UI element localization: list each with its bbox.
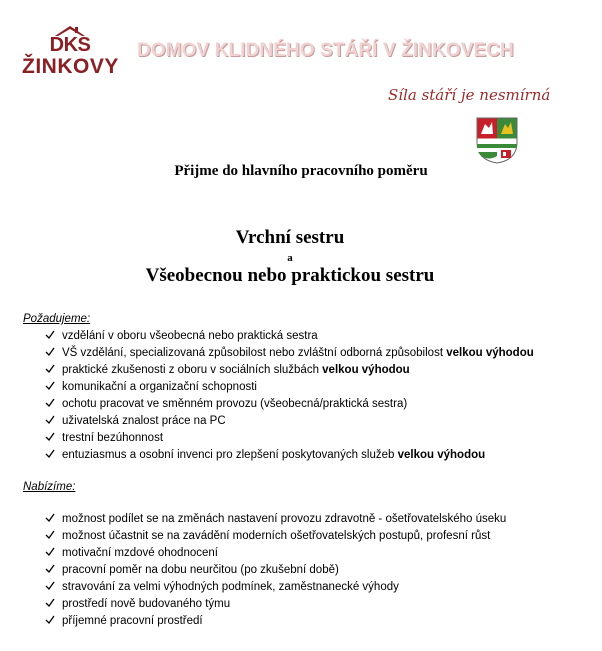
list-item-text: stravování za velmi výhodných podmínek, zaměstnanecké výhody: [62, 581, 399, 593]
checkmark-icon: [45, 564, 55, 574]
position-title-2: Všeobecnou nebo praktickou sestru: [145, 265, 435, 286]
list-item-text: příjemné pracovní prostředí: [62, 615, 203, 627]
list-item-text: ochotu pracovat ve směnném provozu (všeobecná/praktická sestra): [62, 398, 408, 410]
checkmark-icon: [45, 513, 55, 523]
checkmark-icon: [45, 381, 55, 391]
list-item: [62, 447, 534, 464]
checkmark-icon: [45, 330, 55, 340]
list-item-text: pracovní poměr na dobu neurčitou (po zkušební době): [62, 564, 339, 576]
checkmark-icon: [45, 415, 55, 425]
logo-town: ŽINKOVY: [22, 55, 119, 78]
list-item: [62, 430, 534, 447]
plzen-region-coat-of-arms-icon: [475, 116, 519, 164]
offers-list: [62, 511, 506, 630]
offers-title: Nabízíme:: [23, 481, 76, 493]
list-item-text: možnost účastnit se na zavádění moderních ošetřovatelských postupů, profesní růst: [62, 530, 491, 542]
list-item-emphasis: velkou výhodou: [446, 347, 534, 359]
list-item-emphasis: velkou výhodou: [397, 449, 486, 461]
checkmark-icon: [45, 615, 55, 625]
motto: Síla stáří je nesmírná: [388, 86, 551, 104]
list-item-emphasis: velkou výhodou: [322, 364, 410, 376]
requirements-title: Požadujeme:: [23, 313, 91, 325]
list-item: [62, 528, 506, 545]
list-item-text: prostředí nově budovaného týmu: [62, 598, 231, 610]
list-item: [62, 362, 534, 379]
list-item-text: vzdělání v oboru všeobecná nebo praktická sestra: [62, 330, 318, 342]
list-item: [62, 579, 506, 596]
list-item-text: uživatelská znalost práce na PC: [62, 415, 226, 427]
list-item: [62, 545, 506, 562]
list-item-text: komunikační a organizační schopnosti: [62, 381, 257, 393]
checkmark-icon: [45, 364, 55, 374]
checkmark-icon: [45, 581, 55, 591]
list-item-text: VŠ vzdělání, specializovaná způsobilost nebo zvláštní odborná způsobilost: [62, 347, 447, 359]
position-title-1: Vrchní sestru: [235, 227, 345, 248]
list-item: [62, 596, 506, 613]
list-item-text: trestní bezúhonnost: [62, 432, 164, 444]
list-item-text: motivační mzdové ohodnocení: [62, 547, 218, 559]
checkmark-icon: [45, 547, 55, 557]
checkmark-icon: [45, 347, 55, 357]
list-item: [62, 413, 534, 430]
checkmark-icon: [45, 398, 55, 408]
list-item: [62, 379, 534, 396]
organization-title: DOMOV KLIDNÉHO STÁŘÍ V ŽINKOVECH: [137, 40, 514, 61]
position-conjunction: a: [287, 252, 293, 264]
logo-abbreviation: DKS: [49, 34, 91, 56]
list-item-text: možnost podílet se na změnách nastavení provozu zdravotně - ošetřovatelského úseku: [62, 513, 507, 525]
list-item: [62, 345, 534, 362]
dks-logo: [22, 26, 118, 82]
checkmark-icon: [45, 432, 55, 442]
requirements-list: [62, 328, 534, 464]
list-item: [62, 328, 534, 345]
list-item: [62, 562, 506, 579]
list-item-text: entuziasmus a osobní invenci pro zlepšení poskytovaných služeb: [62, 449, 398, 461]
checkmark-icon: [45, 598, 55, 608]
list-item: [62, 511, 506, 528]
list-item: [62, 396, 534, 413]
list-item: [62, 613, 506, 630]
checkmark-icon: [45, 530, 55, 540]
checkmark-icon: [45, 449, 55, 459]
intro-heading: Přijme do hlavního pracovního poměru: [174, 163, 428, 179]
list-item-text: praktické zkušenosti z oboru v sociálních službách: [62, 364, 323, 376]
